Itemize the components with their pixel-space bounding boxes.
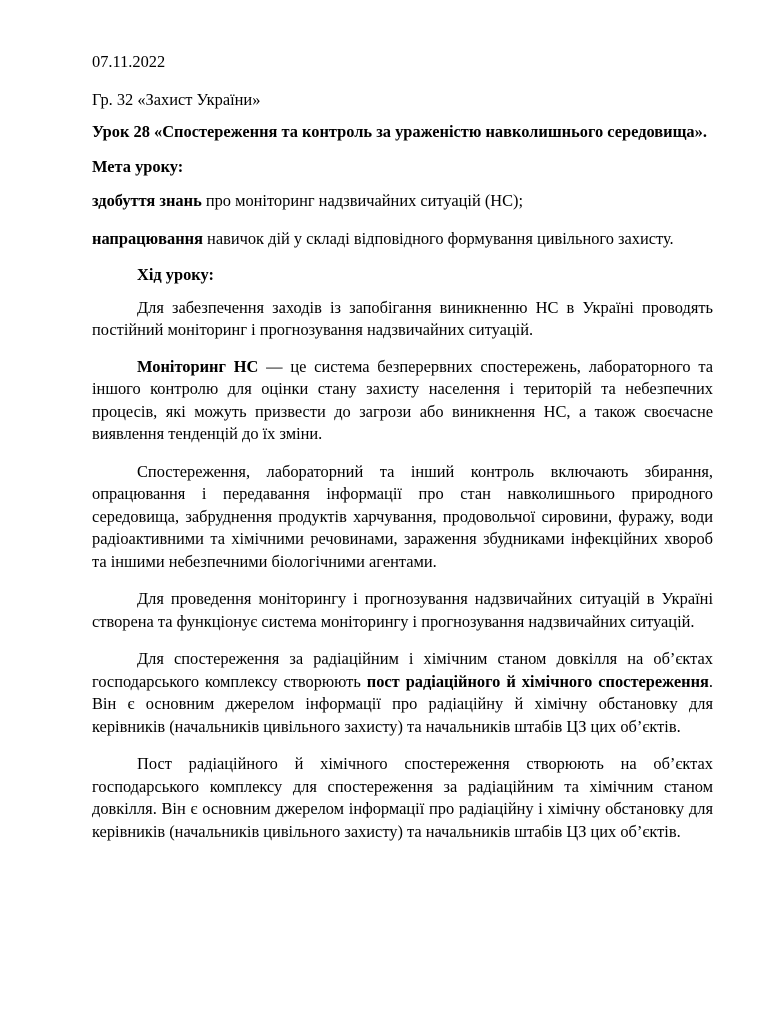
paragraph-observation-control: Спостереження, лабораторний та інший контроль включають збирання, опрацювання і передавання інформації про стан навколишнього природного середовища, забруднення продуктів харчування, продовольчої сировини, фуражу, води радіоактивними та хімічними речовинами, зараження збудниками інфекційних хвороб та іншими небезпечними біологічними агентами. [92, 461, 713, 571]
lesson-title: Урок 28 «Спостереження та контроль за ураженістю навколишнього середовища». [92, 122, 707, 141]
monitoring-definition-text: — це система безперервних спостережень, лабораторного та іншого контролю для оцінки стану захисту населення і територій та небезпечних процесів, які можуть призвести до загрози або виникнення НС, а також своєчасне виявлення тенденцій до їх зміни. [92, 356, 714, 443]
goal-heading: Мета уроку: [92, 156, 184, 176]
observation-post-text-1: Для спостереження за радіаційним і хімічним станом довкілля на об’єктах господарського комплексу створюють [92, 649, 713, 691]
monitoring-term: Моніторинг НС [137, 356, 259, 376]
goal-item-skills [92, 228, 713, 251]
group-line: Гр. 32 «Захист України» [92, 89, 261, 109]
goal-item-knowledge [92, 190, 713, 213]
date-line: 07.11.2022 [92, 52, 166, 71]
goal-item-skills-text: навичок дій у складі відповідного формування цивільного захисту. [202, 228, 674, 248]
document-body [92, 51, 713, 843]
paragraph-observation-post [92, 648, 713, 738]
goal-item-skills-bold: напрацювання [92, 228, 203, 248]
course-heading: Хід уроку: [137, 265, 214, 284]
paragraph-monitoring-system: Для проведення моніторингу і прогнозування надзвичайних ситуацій в Україні створена та функціонує система моніторингу і прогнозування надзвичайних ситуацій. [92, 589, 713, 631]
goal-item-knowledge-bold: здобуття знань [92, 191, 202, 210]
paragraph-post-creation: Пост радіаційного й хімічного спостереження створюють на об’єктах господарського комплексу для спостереження за радіаційним та хімічним станом довкілля. Він є основним джерелом інформації про радіаційну і хімічну обстановку для керівників (начальників цивільного захисту) та начальників штабів ЦЗ цих об’єктів. [92, 754, 713, 841]
observation-post-term: пост радіаційного й хімічного спостереження [366, 671, 709, 691]
paragraph-monitoring-definition [92, 356, 713, 446]
goal-item-knowledge-text: про моніторинг надзвичайних ситуацій (НС); [201, 191, 524, 210]
observation-post-text-2: . Він є основним джерелом інформації про радіаційну й хімічну обстановку для керівників (начальників цивільного захисту) та начальників штабів ЦЗ цих об’єктів. [92, 671, 713, 736]
paragraph-prevention: Для забезпечення заходів із запобігання виникненню НС в Україні проводять постійний моніторинг і прогнозування надзвичайних ситуацій. [92, 297, 713, 339]
